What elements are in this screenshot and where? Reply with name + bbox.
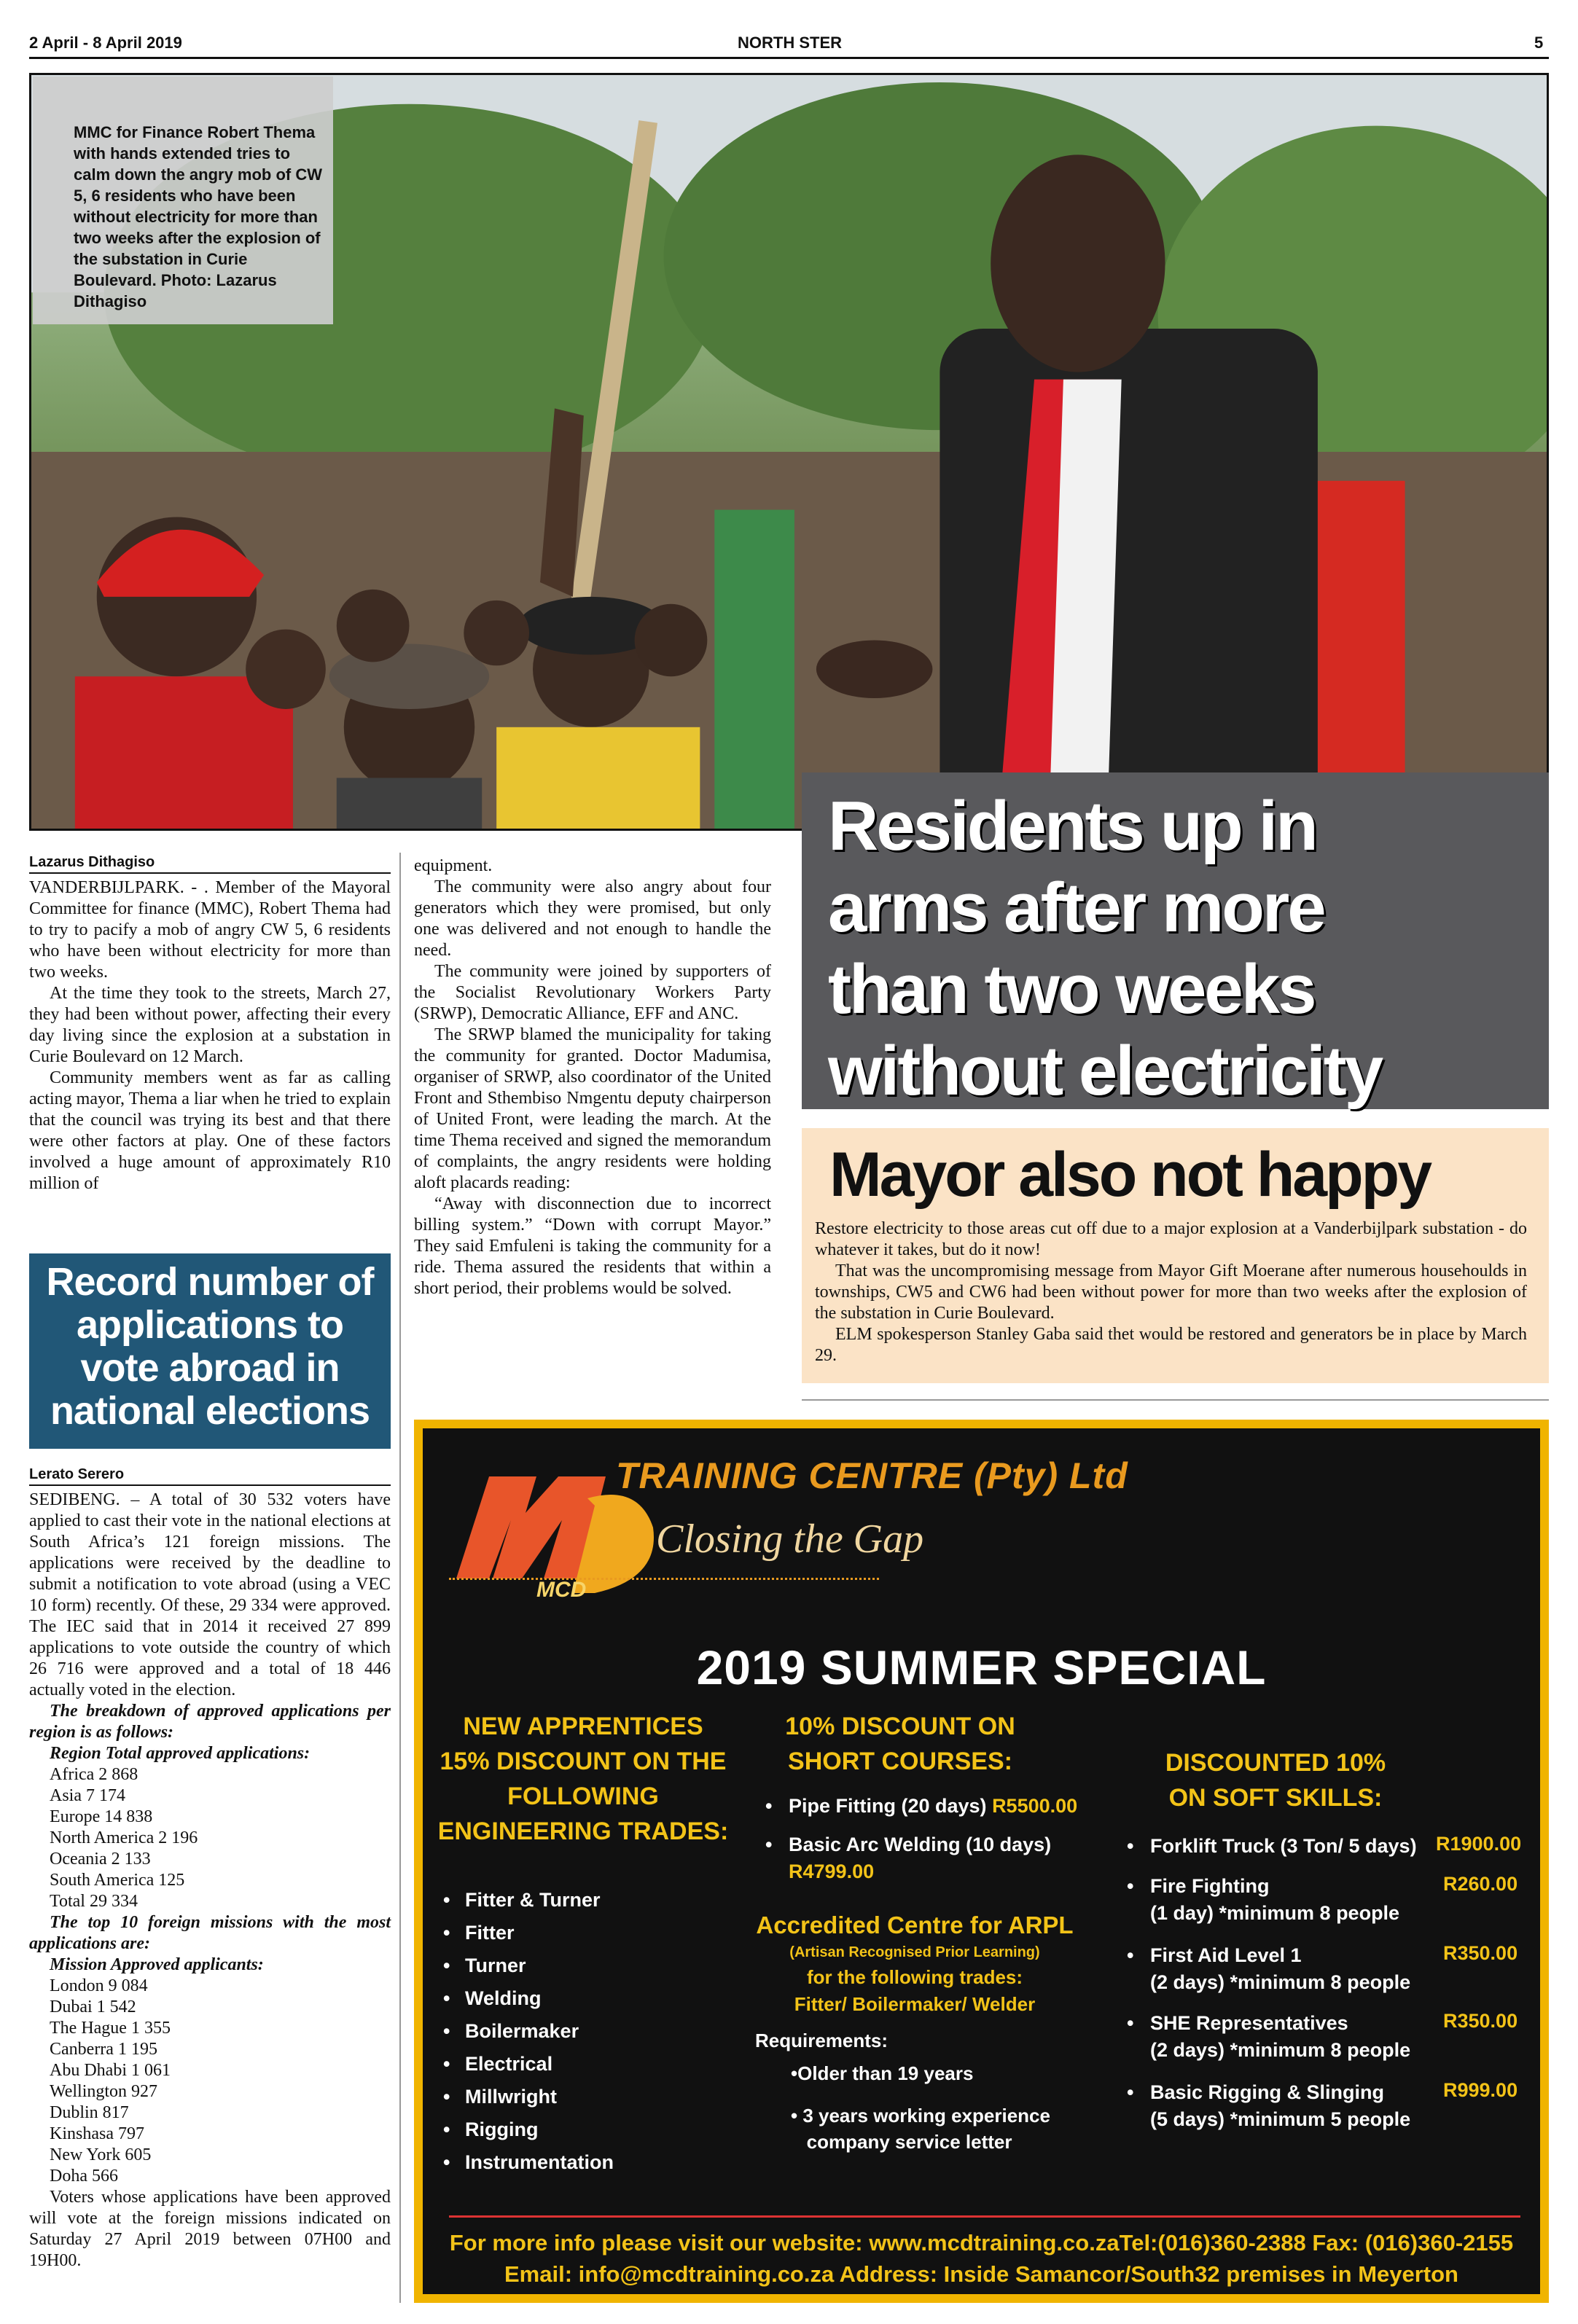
soft-skill-item: • Basic Rigging & Slinging (5 days) *minimum 5 people — [1127, 2081, 1411, 2130]
skill-price: R1900.00 — [1436, 1833, 1522, 1855]
mayor-title: Mayor also not happy — [829, 1140, 1431, 1210]
breakdown-heading: The breakdown of approved applications per region is as follows: — [29, 1702, 391, 1742]
newspaper-name: NORTH STER — [738, 34, 842, 52]
logo-letters: MCD — [536, 1578, 587, 1600]
record-byline: Lerato Serero — [29, 1466, 391, 1486]
article-paragraph: SEDIBENG. – A total of 30 532 voters have applied to cast their vote in the national elections at South Africa’s 121 foreign missions. The applications were received by the deadline to submit a notification to vote abroad (using a VEC 10 form) recently. Of these, 29 334 were approved. The IEC said that in 2014 it received 27 899 applications to vote outside the country of which 26 716 were approved and a total of 18 446 actually voted in the election. — [29, 1490, 391, 1699]
company-name: TRAINING CENTRE (Pty) Ltd — [616, 1455, 1128, 1496]
headline-line: Residents up in — [828, 787, 1316, 865]
mission-row: New York 605 — [50, 2145, 152, 2164]
advert-title: 2019 SUMMER SPECIAL — [696, 1640, 1267, 1694]
trade-item: • Welding — [443, 1982, 614, 2015]
mission-heading: Mission Approved applicants: — [50, 1955, 264, 1974]
article-paragraph: Community members went as far as calling acting mayor, Thema a liar when he tried to explain that the council was trying its best and that there were other factors at play. One of these factors involved a huge amount of approximately R10 million of — [29, 1068, 391, 1193]
mission-row: Doha 566 — [50, 2167, 118, 2186]
region-row: Asia 7 174 — [50, 1786, 125, 1805]
trade-item: • Fitter & Turner — [443, 1884, 614, 1917]
header-rule — [29, 57, 1549, 59]
main-article-col1 — [29, 877, 391, 1194]
headline-box — [802, 772, 1549, 1109]
trade-item: • Fitter — [443, 1917, 614, 1949]
photo-caption: MMC for Finance Robert Thema with hands extended tries to calm down the angry mob of CW 5, 6 residents who have been without electricity for more than two weeks after the explosion of the substation in Curie Boulevard. Photo: Lazarus Dithagiso — [33, 77, 333, 324]
heading-line: 15% DISCOUNT ON THE — [440, 1748, 727, 1775]
region-row: Africa 2 868 — [50, 1765, 138, 1784]
heading-line: FOLLOWING — [507, 1783, 659, 1810]
top10-heading: The top 10 foreign missions with the most applications are: — [29, 1913, 391, 1953]
requirement-item: •Older than 19 years — [791, 2062, 974, 2084]
main-article-col2 — [414, 856, 771, 1299]
record-headline-box — [29, 1253, 391, 1449]
arpl-heading: Accredited Centre for ARPL — [756, 1912, 1074, 1938]
trade-item: • Electrical — [443, 2048, 614, 2081]
article-paragraph: “Away with disconnection due to incorrect billing system.” “Down with corrupt Mayor.” They said Emfuleni is taking the community for a ride. Thema assured the residents that within a short period, their problems would be solved. — [414, 1194, 771, 1298]
course-name: Basic Arc Welding (10 days) — [789, 1834, 1052, 1855]
soft-skill-item: • SHE Representatives (2 days) *minimum 8 people — [1127, 2012, 1411, 2061]
mission-row: Wellington 927 — [50, 2082, 158, 2101]
article-paragraph: The community were also angry about four generators which they were promised, but only one was delivered and not enough to handle the need. — [414, 877, 771, 960]
footer-rule — [449, 2215, 1520, 2218]
record-headline-line: Record number of — [46, 1260, 374, 1304]
short-course-item: • Pipe Fitting (20 days) R5500.00 — [765, 1795, 1078, 1817]
logo-rule — [449, 1578, 879, 1581]
mission-row: Dublin 817 — [50, 2103, 129, 2122]
skill-price: R350.00 — [1443, 1942, 1518, 1964]
skill-detail: (2 days) *minimum 8 people — [1150, 2039, 1411, 2061]
mayor-text — [815, 1218, 1527, 1366]
heading-line: ENGINEERING TRADES: — [437, 1818, 729, 1845]
mayor-paragraph: That was the uncompromising message from Mayor Gift Moerane after numerous househoulds in townships, CW5 and CW6 had been without power for more than two weeks after the explosion of the substation in Curie Boulevard. — [815, 1261, 1527, 1323]
skill-name: SHE Representatives — [1150, 2012, 1348, 2034]
mission-row: Dubai 1 542 — [50, 1998, 136, 2016]
soft-skills-heading — [1130, 1745, 1421, 1815]
arpl-sub: (Artisan Recognised Prior Learning) — [789, 1944, 1040, 1960]
skill-name: Forklift Truck (3 Ton/ 5 days) — [1150, 1835, 1417, 1857]
article-paragraph: VANDERBIJLPARK. - . Member of the Mayoral Committee for finance (MMC), Robert Thema had to try to pacify a mob of angry CW 5, 6 residents who have been without electricity for more than two weeks. — [29, 878, 391, 982]
advert-contact-line1: For more info please visit our website: www.mcdtraining.co.zaTel:(016)360-2388 Fax: (016)360-2155 — [449, 2230, 1514, 2255]
section-divider — [802, 1399, 1549, 1401]
region-row: Oceania 2 133 — [50, 1850, 151, 1869]
region-row: South America 125 — [50, 1871, 185, 1890]
record-article-body — [29, 1490, 391, 2272]
mission-row: Kinshasa 797 — [50, 2124, 144, 2143]
mcd-advert — [414, 1420, 1549, 2303]
trade-item: • Rigging — [443, 2113, 614, 2146]
article-paragraph: At the time they took to the streets, March 27, they had been without power, affecting their every day living since the explosion at a substation in Curie Boulevard on 12 March. — [29, 984, 391, 1066]
region-heading: Region Total approved applications: — [50, 1744, 310, 1763]
record-headline-line: vote abroad in — [80, 1346, 340, 1390]
mission-row: London 9 084 — [50, 1976, 148, 1995]
record-headline-line: applications to — [76, 1303, 344, 1347]
mayor-sidebar — [802, 1128, 1549, 1383]
requirement-item: • 3 years working experience company service letter — [791, 2105, 1050, 2153]
requirement-text: company service letter — [806, 2131, 1012, 2153]
trade-item: • Boilermaker — [443, 2015, 614, 2048]
region-row: Europe 14 838 — [50, 1807, 153, 1826]
column-rule — [399, 853, 401, 2303]
short-courses-heading — [743, 1709, 1057, 1779]
soft-skill-item: • First Aid Level 1 (2 days) *minimum 8 people — [1127, 1944, 1411, 1993]
heading-line: SHORT COURSES: — [788, 1748, 1012, 1775]
short-course-item: • Basic Arc Welding (10 days) R4799.00 — [765, 1834, 1052, 1882]
course-price: R5500.00 — [992, 1795, 1078, 1817]
heading-line: 10% DISCOUNT ON — [785, 1713, 1015, 1740]
soft-skill-item: • Fire Fighting (1 day) *minimum 8 people — [1127, 1875, 1400, 1924]
arpl-trades: Fitter/ Boilermaker/ Welder — [794, 1993, 1036, 2015]
requirement-text: 3 years working experience — [802, 2105, 1050, 2127]
mission-row: The Hague 1 355 — [50, 2019, 171, 2038]
course-price: R4799.00 — [789, 1861, 875, 1882]
mission-row: Abu Dhabi 1 061 — [50, 2061, 171, 2080]
tagline: Closing the Gap — [656, 1517, 924, 1562]
arpl-trades-heading: for the following trades: — [806, 1966, 1023, 1988]
trade-item: • Millwright — [443, 2081, 614, 2113]
article-paragraph: Voters whose applications have been approved will vote at the foreign missions indicated on Saturday 27 April 2019 between 07H00 and 19H00. — [29, 2188, 391, 2270]
headline-line: arms after more — [828, 869, 1324, 947]
advert-contact-line2: Email: info@mcdtraining.co.za Address: Inside Samancor/South32 premises in Meyerton — [504, 2261, 1458, 2287]
skill-detail: (5 days) *minimum 5 people — [1150, 2108, 1411, 2130]
skill-detail: (2 days) *minimum 8 people — [1150, 1971, 1411, 1993]
trades-list — [443, 1884, 614, 2179]
apprentices-heading — [437, 1709, 729, 1849]
headline-line: than two weeks — [828, 950, 1315, 1028]
mission-row: Canberra 1 195 — [50, 2040, 157, 2059]
article-paragraph: equipment. — [414, 856, 493, 875]
course-name: Pipe Fitting (20 days) — [789, 1795, 987, 1817]
main-byline: Lazarus Dithagiso — [29, 854, 391, 874]
heading-line: NEW APPRENTICES — [463, 1713, 703, 1740]
article-paragraph: The community were joined by supporters of the Socialist Revolutionary Workers Party (SRWP), Democratic Alliance, EFF and ANC. — [414, 962, 771, 1023]
skill-price: R350.00 — [1443, 2010, 1518, 2032]
page-number: 5 — [1534, 34, 1544, 52]
mayor-paragraph: Restore electricity to those areas cut off due to a major explosion at a Vanderbijlpark substation - do whatever it takes, but do it now! — [815, 1219, 1527, 1259]
headline-line: without electricity — [828, 1032, 1382, 1110]
record-headline-line: national elections — [50, 1389, 370, 1433]
article-paragraph: The SRWP blamed the municipality for taking the community for granted. Doctor Madumisa, organiser of SRWP, also coordinator of the United Front and Sthembiso Nmgentu deputy chairperson of United Front, were leading the march. At the time Thema received and signed the memorandum of complaints, the angry residents were holding aloft placards reading: — [414, 1025, 771, 1192]
skill-price: R260.00 — [1443, 1873, 1518, 1895]
requirements-heading: Requirements: — [755, 2030, 888, 2051]
trade-item: • Turner — [443, 1949, 614, 1982]
mayor-paragraph: ELM spokesperson Stanley Gaba said thet would be restored and generators be in place by March 29. — [815, 1325, 1527, 1365]
skill-name: First Aid Level 1 — [1150, 1944, 1302, 1966]
trade-item: • Instrumentation — [443, 2146, 614, 2179]
region-row: North America 2 196 — [50, 1828, 198, 1847]
requirement-text: Older than 19 years — [797, 2062, 974, 2084]
heading-line: DISCOUNTED 10% — [1165, 1749, 1386, 1777]
skill-price: R999.00 — [1443, 2079, 1518, 2101]
skill-name: Basic Rigging & Slinging — [1150, 2081, 1385, 2103]
soft-skill-item: • Forklift Truck (3 Ton/ 5 days) — [1127, 1835, 1417, 1857]
heading-line: ON SOFT SKILLS: — [1168, 1784, 1383, 1812]
skill-detail: (1 day) *minimum 8 people — [1150, 1902, 1400, 1924]
issue-date: 2 April - 8 April 2019 — [29, 34, 182, 52]
skill-name: Fire Fighting — [1150, 1875, 1270, 1897]
region-row: Total 29 334 — [50, 1892, 138, 1911]
